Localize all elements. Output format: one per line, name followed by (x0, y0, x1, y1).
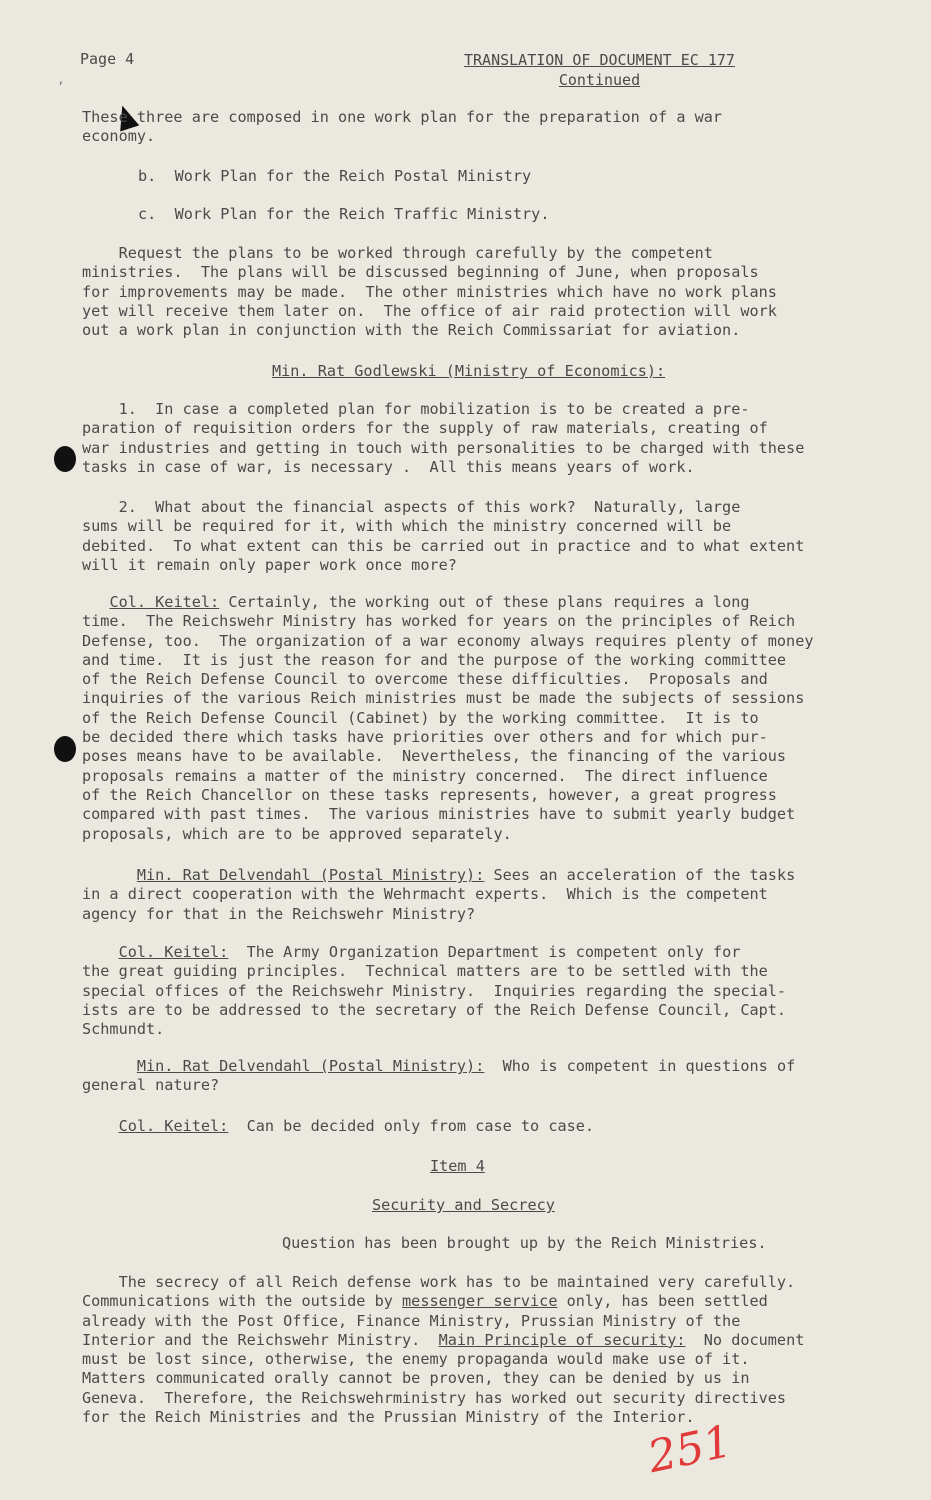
main-principle-term: Main Principle of security: (438, 1330, 686, 1349)
messenger-service-term: messenger service (402, 1292, 558, 1311)
security-heading: Security and Secrecy (372, 1196, 555, 1214)
paragraph-security: The secrecy of all Reich defense work has to be maintained very carefully. Communications with the outside by messenger service only, has been settled already with the Post Office, Finance Ministry, Prussian Ministry of the Interior and the Reichswehr Ministry. Main Principle of security: No document must be lost since, otherwise, the enemy propaganda would make use of it. Matters communicated orally cannot be proven, they can be denied by us in Geneva. Therefore, the Reichswehrministry has worked out security directives for the Reich Ministries and the Prussian Ministry of the Interior. (82, 1273, 805, 1427)
speaker-keitel: Col. Keitel: (118, 1117, 229, 1135)
margin-mark: ’ (57, 80, 65, 94)
paragraph-keitel-1: Col. Keitel: Certainly, the working out of these plans requires a long time. The Reichswehr Ministry has worked for years on the principles of Reich Defense, too. The organization of a war economy always requires plenty of money and time. It is just the reason for and the purpose of the working committee of the Reich Defense Council to overcome these difficulties. Proposals and inquiries of the various Reich ministries must be made the subjects of sessions of the Reich Defense Council (Cabinet) by the working committee. It is to be decided there which tasks have priorities over others and for which pur- poses means have to be available. Nevertheless, the financing of the various proposals remains a matter of the ministry concerned. The direct influence of the Reich Chancellor on these tasks represents, however, a great progress compared with past times. The various ministries have to submit yearly budget proposals, which are to be approved separately. (82, 593, 814, 843)
paragraph-plan-summary: These three are composed in one work plan for the preparation of a war economy. (82, 108, 723, 146)
page-label: Page 4 (80, 50, 135, 68)
list-item-b: b. Work Plan for the Reich Postal Ministry (138, 167, 532, 185)
speaker-delvendahl: Min. Rat Delvendahl (Postal Ministry): (136, 866, 485, 884)
paragraph-keitel-2: Col. Keitel: The Army Organization Department is competent only for the great guiding principles. Technical matters are to be settled with the special offices of the Reichswehr Ministry. Inquiries regarding the special- ists are to be addressed to the secretary of the Reich Defense Council, Capt. Schmundt. (82, 943, 787, 1039)
list-item-c: c. Work Plan for the Reich Traffic Ministry. (138, 205, 550, 223)
paragraph-request: Request the plans to be worked through carefully by the competent ministries. The plans will be discussed beginning of June, when proposals for improvements may be made. The other ministries which have no work plans yet will receive them later on. The office of air raid protection will work out a work plan in conjunction with the Reich Commissariat for aviation. (82, 244, 777, 340)
handwritten-page-number: 251 (643, 1415, 737, 1484)
paragraph-delvendahl-2: Min. Rat Delvendahl (Postal Ministry): Who is competent in questions of general nature? (82, 1057, 796, 1095)
document-title: TRANSLATION OF DOCUMENT EC 177 (464, 51, 735, 69)
punch-hole-icon (54, 736, 76, 762)
heading-godlewski: Min. Rat Godlewski (Ministry of Economics): (272, 362, 666, 380)
speaker-keitel: Col. Keitel: (118, 943, 229, 961)
paragraph-godlewski-1: 1. In case a completed plan for mobilization is to be created a pre- paration of requisition orders for the supply of raw materials, creating of war industries and getting in touch with personalities to be charged with these tasks in case of war, is necessary . All this means years of work. (82, 400, 805, 476)
speaker-keitel: Col. Keitel: (109, 593, 220, 611)
speaker-delvendahl: Min. Rat Delvendahl (Postal Ministry): (136, 1057, 485, 1075)
item-4-heading: Item 4 (430, 1157, 485, 1175)
paragraph-delvendahl-1: Min. Rat Delvendahl (Postal Ministry): Sees an acceleration of the tasks in a direct cooperation with the Wehrmacht experts. Which is the competent agency for that in the Reichswehr Ministry? (82, 866, 796, 923)
paragraph-godlewski-2: 2. What about the financial aspects of this work? Naturally, large sums will be required for it, with which the ministry concerned will be debited. To what extent can this be carried out in practice and to what extent will it remain only paper work once more? (82, 498, 805, 574)
paragraph-keitel-3: Col. Keitel: Can be decided only from case to case. (118, 1117, 595, 1135)
question-line: Question has been brought up by the Reich Ministries. (282, 1234, 767, 1252)
punch-hole-icon (54, 446, 76, 472)
document-header (464, 50, 735, 90)
continued-label: Continued (558, 71, 641, 89)
